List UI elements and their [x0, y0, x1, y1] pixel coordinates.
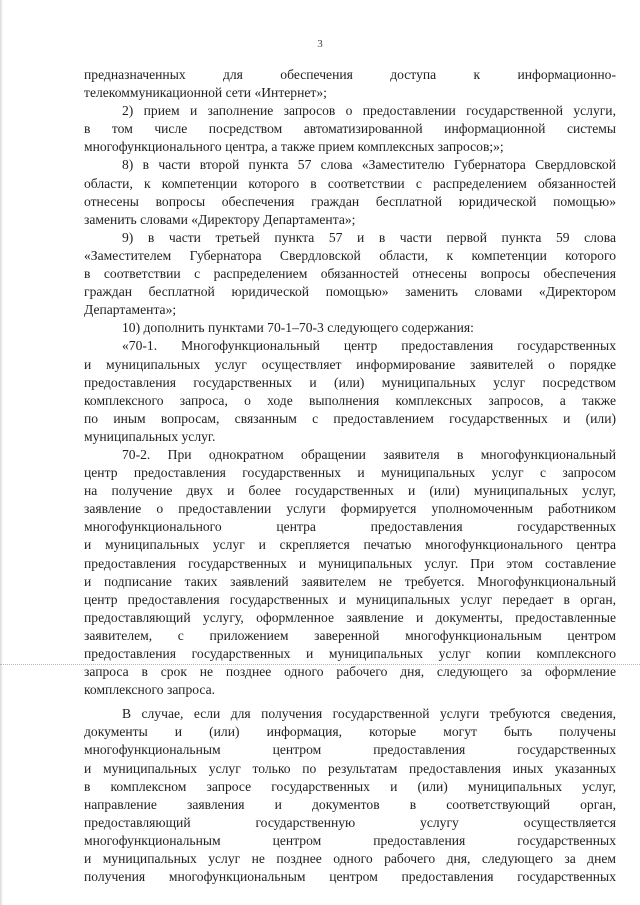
text-line: предоставления государственных и муниципальных услуг копии комплексного — [84, 646, 616, 661]
text-line: в комплексном запросе государственных и (или) муниципальных услуг, — [84, 778, 616, 794]
text-line: 70-2. При однократном обращении заявителя в многофункциональный — [122, 446, 616, 462]
text-line: направление заявления и документов в соответствующий орган, — [84, 796, 616, 812]
text-line: 10) дополнить пунктами 70-1–70-3 следующего содержания: — [122, 320, 474, 336]
text-line: 2) прием и заполнение запросов о предоставлении государственной услуги, — [122, 103, 616, 119]
text-line: 9) в части третьей пункта 57 и в части первой пункта 59 слова — [122, 229, 616, 245]
text-line: В случае, если для получения государственной услуги требуются сведения, — [122, 706, 616, 722]
text-line: многофункциональным центром предоставления государственных — [84, 742, 616, 758]
page-left-edge — [0, 0, 3, 905]
text-line: предоставляющий государственную услугу осуществляется — [84, 814, 616, 830]
text-line: в соответствии с распределением обязанностей отнесены вопросы обеспечения — [84, 266, 616, 282]
text-line: документы и (или) информация, которые могут быть получены — [84, 724, 616, 740]
text-line: предназначенных для обеспечения доступа к информационно- — [84, 67, 616, 82]
text-line: отнесены вопросы обеспечения граждан бесплатной юридической помощью» — [84, 193, 616, 209]
text-line: муниципальных услуг. — [84, 428, 216, 444]
text-line: «Заместителем Губернатора Свердловской области, к компетенции которого — [84, 247, 616, 263]
text-line: заявителем, с приложением заверенной многофункциональным центром — [84, 627, 616, 643]
text-line: заявление о предоставлении услуги формируется уполномоченным работником — [84, 501, 616, 517]
text-line: на получение двух и более государственных и (или) муниципальных услуг, — [84, 483, 616, 499]
text-line: центр предоставления государственных и муниципальных услуг передает в орган, — [84, 591, 616, 607]
text-line: и муниципальных услуг не позднее одного рабочего дня, следующего за днем — [84, 851, 616, 867]
text-line: многофункционального центра предоставления государственных — [84, 519, 616, 535]
text-line: получения многофункциональным центром предоставления государственных — [84, 869, 616, 885]
text-line: 8) в части второй пункта 57 слова «Заместителю Губернатора Свердловской — [122, 157, 616, 173]
text-line: многофункциональным центром предоставления государственных — [84, 832, 616, 848]
text-line: и подписание таких заявлений заявителем не требуется. Многофункциональный — [84, 573, 616, 589]
text-line: предоставляющий услугу, оформленное заявление и документы, предоставленные — [84, 609, 616, 625]
page-number: 3 — [317, 38, 323, 50]
text-line: граждан бесплатной юридической помощью» заменить словами «Директором — [84, 284, 616, 300]
text-line: телекоммуникационной сети «Интернет»; — [84, 85, 327, 101]
text-line: области, к компетенции которого в соответствии с распределением обязанностей — [84, 175, 616, 191]
text-line: предоставления государственных и (или) муниципальных услуг посредством — [84, 374, 616, 390]
text-line: комплексного запроса, о ходе выполнения комплексных запросов, а также — [84, 392, 616, 408]
text-line: и муниципальных услуг и скрепляется печатью многофункционального центра — [84, 537, 616, 553]
text-line: предоставления государственных и муниципальных услуг. При этом составление — [84, 555, 616, 571]
document-body — [84, 66, 616, 886]
text-line: заменить словами «Директору Департамента»; — [84, 211, 356, 227]
text-line: многофункционального центра, а также прием комплексных запросов;»; — [84, 139, 504, 155]
text-line: запроса в срок не позднее одного рабочего дня, следующего за оформление — [84, 664, 616, 680]
text-line: «70-1. Многофункциональный центр предоставления государственных — [122, 338, 616, 354]
text-line: по иным вопросам, связанным с предоставлением государственных и (или) — [84, 410, 616, 426]
text-line: и муниципальных услуг только по результатам предоставления иных указанных — [84, 760, 616, 776]
text-line: комплексного запроса. — [84, 682, 216, 698]
text-line: и муниципальных услуг осуществляет информирование заявителей о порядке — [84, 356, 616, 372]
text-line: Департамента»; — [84, 302, 177, 318]
text-line: в том числе посредством автоматизированной информационной системы — [84, 121, 616, 137]
text-line: центр предоставления государственных и муниципальных услуг с запросом — [84, 465, 616, 481]
